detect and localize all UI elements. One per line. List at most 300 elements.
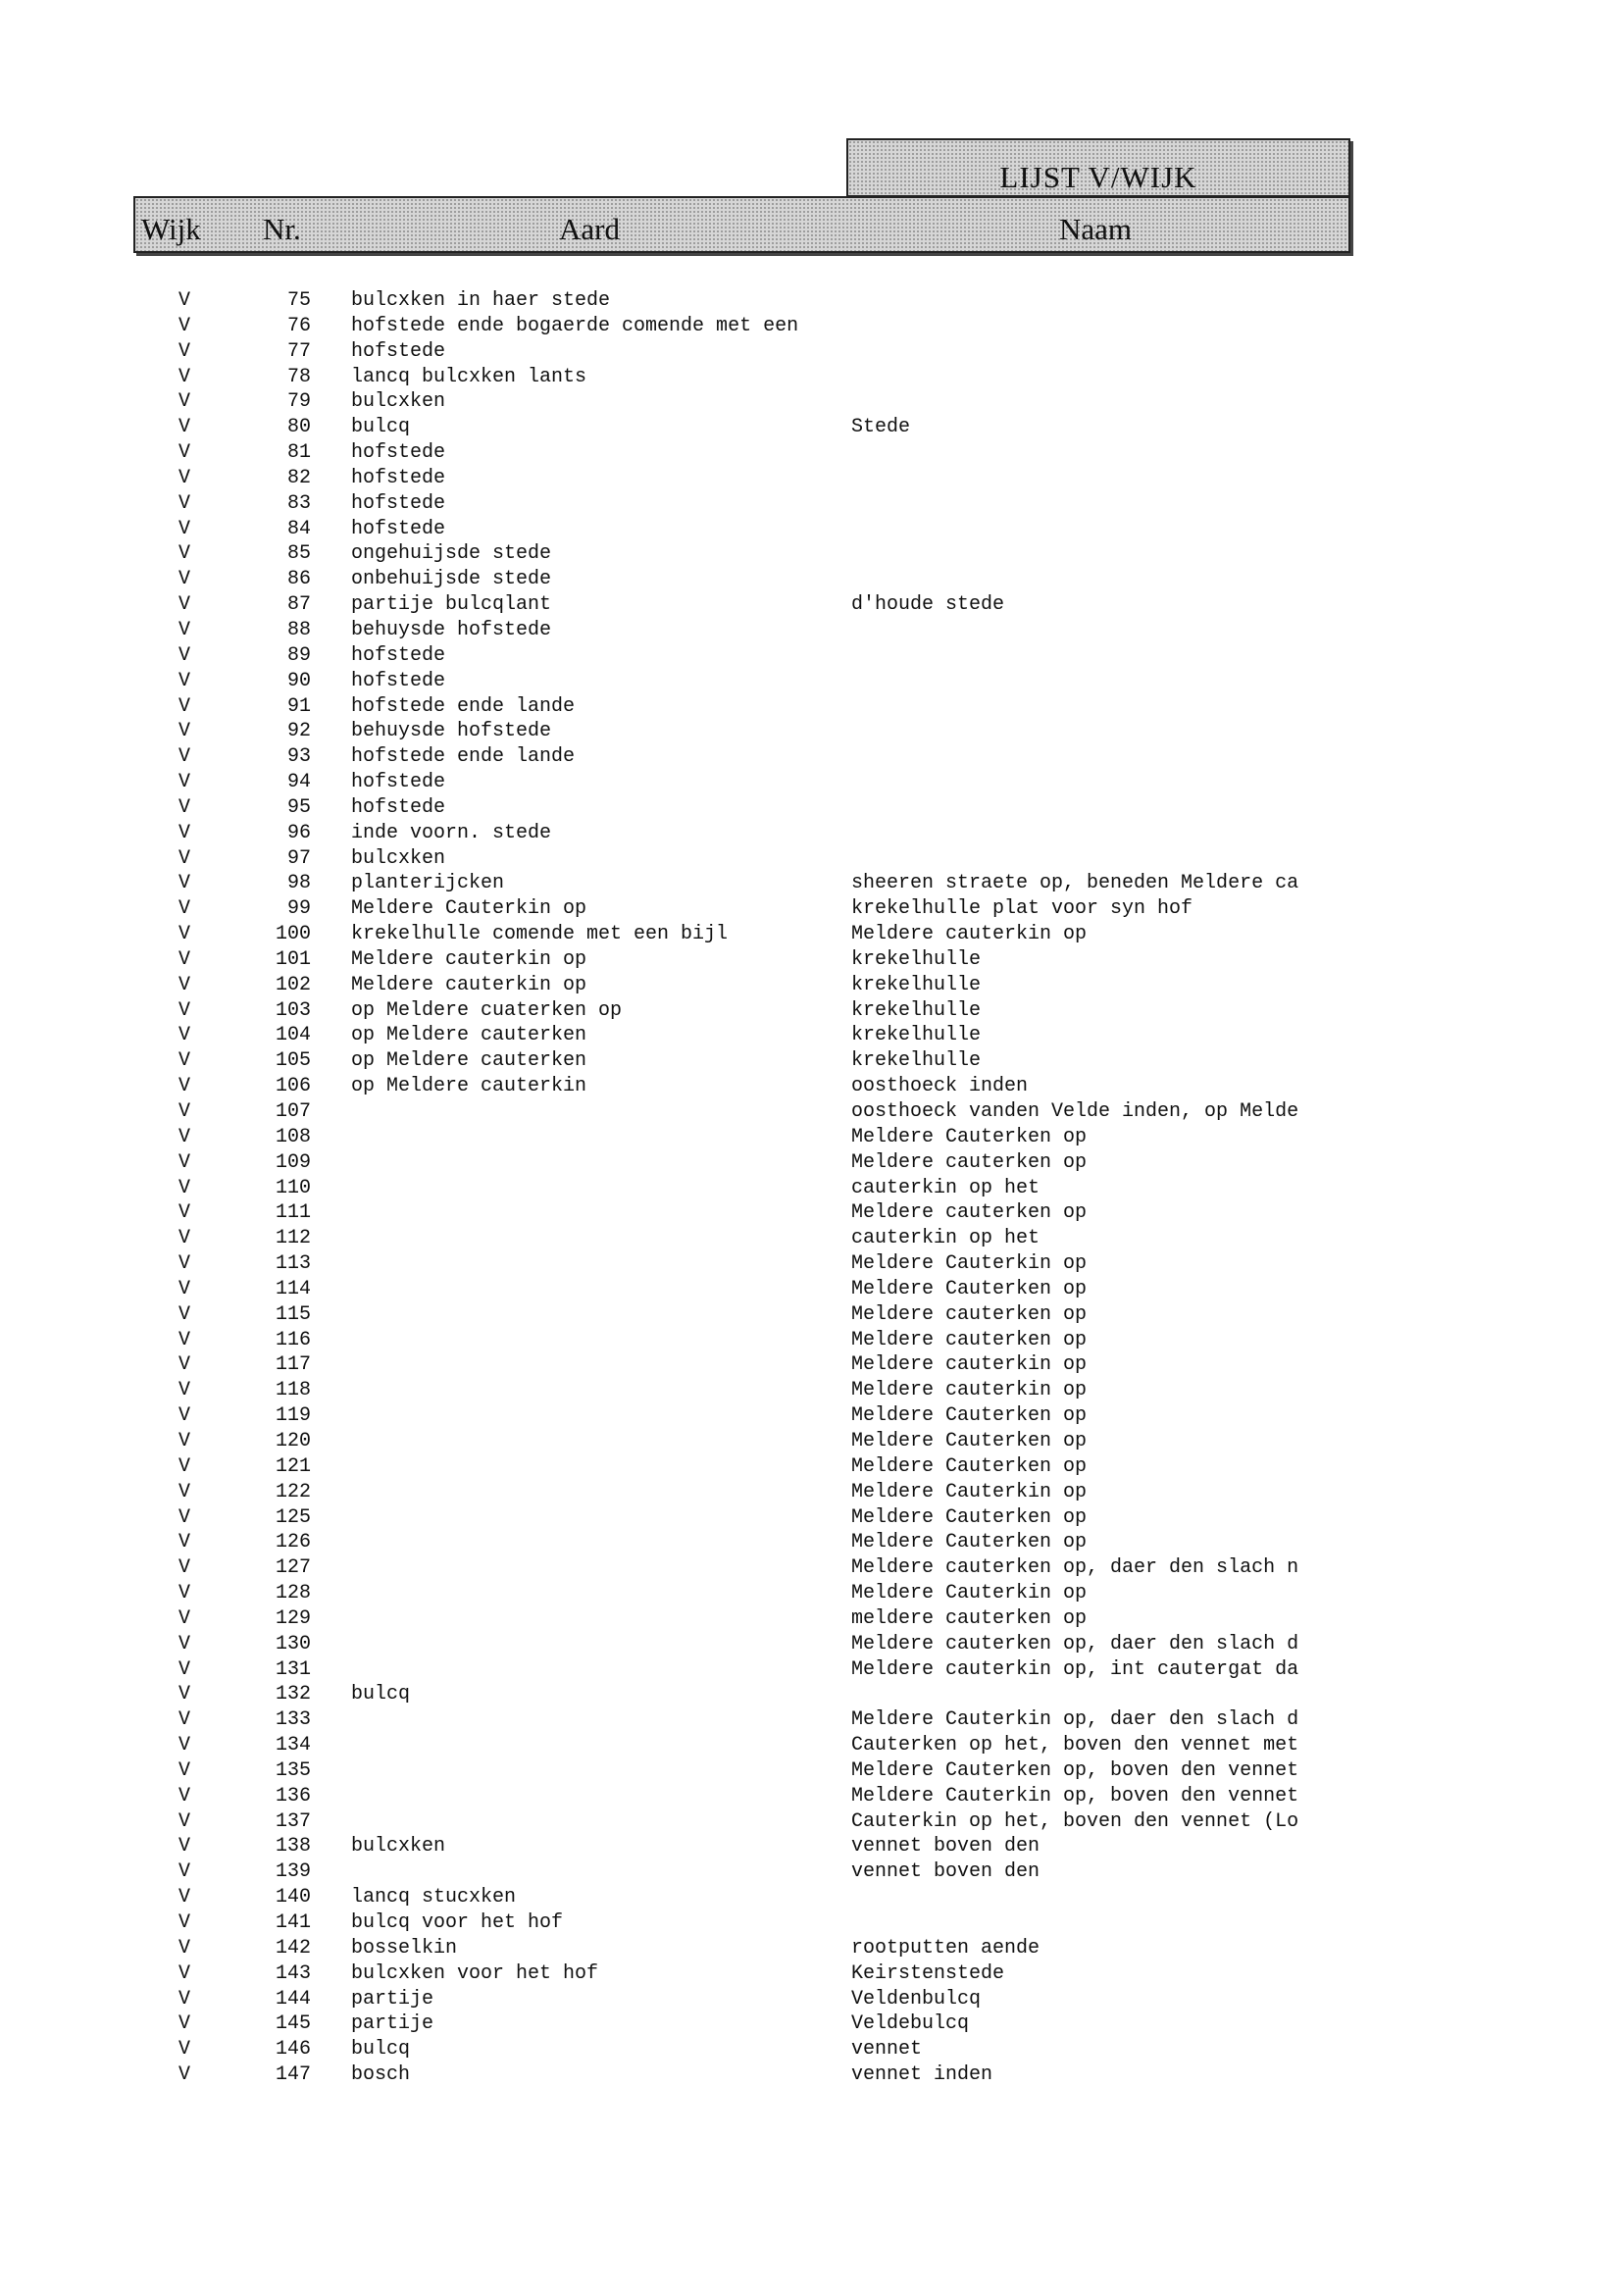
cell-nr: 130 xyxy=(275,1632,311,1655)
table-row xyxy=(0,896,1624,922)
cell-naam: Meldere Cauterken op xyxy=(851,1454,1088,1478)
table-row xyxy=(0,1328,1624,1353)
cell-aard: hofstede ende bogaerde comende met een xyxy=(351,314,799,337)
cell-wijk: V xyxy=(178,593,191,617)
cell-wijk: V xyxy=(178,1556,191,1580)
cell-nr: 81 xyxy=(286,441,311,465)
cell-wijk: V xyxy=(178,314,191,337)
cell-nr: 128 xyxy=(275,1582,311,1605)
cell-aard: Meldere cauterkin op xyxy=(351,947,587,971)
table-row xyxy=(0,1125,1624,1150)
table-row xyxy=(0,1707,1624,1733)
table-row xyxy=(0,1099,1624,1125)
cell-naam: Meldere Cauterken op, boven den vennet xyxy=(851,1758,1299,1782)
cell-aard: op Meldere cauterken xyxy=(351,1049,587,1073)
cell-naam: meldere cauterken op xyxy=(851,1606,1088,1630)
cell-aard: bulcq xyxy=(351,416,411,439)
cell-aard: hofstede ende lande xyxy=(351,694,576,718)
cell-nr: 108 xyxy=(275,1125,311,1148)
table-row xyxy=(0,1859,1624,1885)
cell-naam: cauterkin op het xyxy=(851,1176,1040,1199)
cell-wijk: V xyxy=(178,1809,191,1833)
table-row xyxy=(0,1606,1624,1632)
cell-aard: bosch xyxy=(351,2063,411,2087)
table-row xyxy=(0,541,1624,567)
cell-naam: Meldere cauterkin op xyxy=(851,923,1088,946)
table-row xyxy=(0,466,1624,491)
cell-naam: sheeren straete op, beneden Meldere ca xyxy=(851,872,1299,895)
cell-nr: 84 xyxy=(286,517,311,540)
table-row xyxy=(0,1048,1624,1074)
cell-nr: 132 xyxy=(275,1683,311,1706)
cell-naam: krekelhulle xyxy=(851,947,982,971)
table-row xyxy=(0,947,1624,973)
table-row xyxy=(0,1505,1624,1531)
cell-nr: 127 xyxy=(275,1556,311,1580)
table-row xyxy=(0,1480,1624,1505)
cell-naam: Meldere Cauterken op xyxy=(851,1505,1088,1529)
cell-wijk: V xyxy=(178,745,191,769)
cell-aard: hofstede xyxy=(351,771,446,794)
cell-nr: 89 xyxy=(286,643,311,667)
cell-wijk: V xyxy=(178,1075,191,1098)
cell-wijk: V xyxy=(178,491,191,515)
cell-aard: bulcxken xyxy=(351,1835,446,1858)
cell-nr: 94 xyxy=(286,771,311,794)
cell-wijk: V xyxy=(178,897,191,921)
table-row xyxy=(0,643,1624,669)
table-row xyxy=(0,2037,1624,2062)
cell-wijk: V xyxy=(178,2038,191,2062)
cell-nr: 143 xyxy=(275,1961,311,1985)
cell-nr: 91 xyxy=(286,694,311,718)
table-row xyxy=(0,998,1624,1024)
cell-naam: Meldere Cauterken op xyxy=(851,1429,1088,1452)
cell-wijk: V xyxy=(178,1277,191,1300)
cell-nr: 105 xyxy=(275,1049,311,1073)
cell-naam: Meldere Cauterken op xyxy=(851,1125,1088,1148)
cell-nr: 137 xyxy=(275,1809,311,1833)
cell-wijk: V xyxy=(178,1911,191,1934)
cell-nr: 75 xyxy=(286,289,311,312)
table-row xyxy=(0,973,1624,998)
cell-wijk: V xyxy=(178,872,191,895)
cell-naam: Meldere Cauterken op xyxy=(851,1404,1088,1428)
cell-nr: 121 xyxy=(275,1454,311,1478)
cell-nr: 129 xyxy=(275,1606,311,1630)
cell-naam: Stede xyxy=(851,416,911,439)
cell-aard: op Meldere cauterken xyxy=(351,1024,587,1047)
table-row xyxy=(0,1910,1624,1936)
table-row xyxy=(0,821,1624,846)
cell-wijk: V xyxy=(178,771,191,794)
cell-wijk: V xyxy=(178,618,191,641)
cell-wijk: V xyxy=(178,1886,191,1909)
cell-wijk: V xyxy=(178,517,191,540)
cell-aard: hofstede xyxy=(351,643,446,667)
cell-nr: 134 xyxy=(275,1734,311,1757)
record-table xyxy=(0,288,1624,2088)
cell-aard: hofstede xyxy=(351,517,446,540)
column-header-bar xyxy=(133,196,1350,253)
cell-aard: ongehuijsde stede xyxy=(351,542,552,566)
header-aard: Aard xyxy=(559,212,620,246)
cell-nr: 142 xyxy=(275,1936,311,1960)
cell-naam: Meldere cauterkin op xyxy=(851,1353,1088,1377)
table-row xyxy=(0,1961,1624,1987)
cell-aard: bulcq voor het hof xyxy=(351,1911,564,1934)
cell-naam: Meldere Cauterkin op xyxy=(851,1252,1088,1276)
cell-nr: 135 xyxy=(275,1758,311,1782)
table-row xyxy=(0,1378,1624,1403)
cell-naam: cauterkin op het xyxy=(851,1227,1040,1250)
cell-nr: 146 xyxy=(275,2038,311,2062)
cell-naam: vennet boven den xyxy=(851,1835,1040,1858)
table-row xyxy=(0,1682,1624,1707)
cell-naam: Meldere cauterken op, daer den slach n xyxy=(851,1556,1299,1580)
table-row xyxy=(0,770,1624,795)
cell-nr: 107 xyxy=(275,1100,311,1123)
cell-nr: 120 xyxy=(275,1429,311,1452)
table-row xyxy=(0,440,1624,466)
cell-nr: 79 xyxy=(286,390,311,414)
cell-aard: bosselkin xyxy=(351,1936,458,1960)
cell-wijk: V xyxy=(178,339,191,363)
cell-naam: Meldere cauterken op xyxy=(851,1150,1088,1174)
cell-wijk: V xyxy=(178,542,191,566)
cell-wijk: V xyxy=(178,1024,191,1047)
table-row xyxy=(0,1023,1624,1048)
table-row xyxy=(0,2062,1624,2088)
cell-wijk: V xyxy=(178,1758,191,1782)
cell-nr: 138 xyxy=(275,1835,311,1858)
cell-wijk: V xyxy=(178,1201,191,1225)
cell-wijk: V xyxy=(178,390,191,414)
cell-naam: Keirstenstede xyxy=(851,1961,1005,1985)
table-row xyxy=(0,1733,1624,1758)
cell-aard: partije xyxy=(351,1987,434,2011)
cell-nr: 106 xyxy=(275,1075,311,1098)
cell-nr: 102 xyxy=(275,973,311,996)
cell-naam: Meldere Cauterkin op, daer den slach d xyxy=(851,1708,1299,1732)
cell-nr: 147 xyxy=(275,2063,311,2087)
table-row xyxy=(0,618,1624,643)
table-row xyxy=(0,922,1624,947)
cell-naam: Meldere cauterken op xyxy=(851,1328,1088,1351)
cell-nr: 117 xyxy=(275,1353,311,1377)
cell-nr: 83 xyxy=(286,491,311,515)
cell-nr: 131 xyxy=(275,1657,311,1681)
table-row xyxy=(0,1251,1624,1277)
cell-aard: bulcxken xyxy=(351,846,446,870)
cell-wijk: V xyxy=(178,720,191,743)
cell-aard: hofstede xyxy=(351,669,446,692)
cell-wijk: V xyxy=(178,1480,191,1503)
cell-nr: 96 xyxy=(286,821,311,844)
cell-wijk: V xyxy=(178,1632,191,1655)
cell-nr: 80 xyxy=(286,416,311,439)
cell-naam: Cauterkin op het, boven den vennet (Lo xyxy=(851,1809,1299,1833)
cell-nr: 98 xyxy=(286,872,311,895)
cell-nr: 110 xyxy=(275,1176,311,1199)
table-row xyxy=(0,1403,1624,1429)
cell-nr: 90 xyxy=(286,669,311,692)
table-row xyxy=(0,1277,1624,1302)
table-row xyxy=(0,1530,1624,1555)
cell-aard: hofstede xyxy=(351,441,446,465)
table-row xyxy=(0,795,1624,821)
cell-wijk: V xyxy=(178,441,191,465)
cell-aard: bulcq xyxy=(351,2038,411,2062)
cell-wijk: V xyxy=(178,289,191,312)
cell-naam: Meldere Cauterkin op xyxy=(851,1582,1088,1605)
cell-wijk: V xyxy=(178,1100,191,1123)
table-row xyxy=(0,491,1624,517)
cell-nr: 140 xyxy=(275,1886,311,1909)
cell-wijk: V xyxy=(178,1049,191,1073)
cell-nr: 141 xyxy=(275,1911,311,1934)
table-row xyxy=(0,592,1624,618)
cell-nr: 88 xyxy=(286,618,311,641)
cell-wijk: V xyxy=(178,1860,191,1884)
table-row xyxy=(0,1302,1624,1328)
cell-nr: 85 xyxy=(286,542,311,566)
cell-wijk: V xyxy=(178,694,191,718)
cell-wijk: V xyxy=(178,365,191,388)
cell-wijk: V xyxy=(178,1606,191,1630)
table-row xyxy=(0,871,1624,896)
table-row xyxy=(0,1074,1624,1099)
table-row xyxy=(0,517,1624,542)
cell-aard: onbehuijsde stede xyxy=(351,568,552,591)
header-wijk: Wijk xyxy=(141,212,201,246)
cell-wijk: V xyxy=(178,973,191,996)
cell-naam: krekelhulle xyxy=(851,973,982,996)
table-row xyxy=(0,1176,1624,1201)
cell-nr: 112 xyxy=(275,1227,311,1250)
table-row xyxy=(0,1632,1624,1657)
table-row xyxy=(0,1834,1624,1859)
cell-nr: 122 xyxy=(275,1480,311,1503)
cell-aard: partije bulcqlant xyxy=(351,593,552,617)
cell-nr: 133 xyxy=(275,1708,311,1732)
table-row xyxy=(0,389,1624,415)
cell-nr: 113 xyxy=(275,1252,311,1276)
table-row xyxy=(0,1200,1624,1226)
cell-aard: hofstede xyxy=(351,795,446,819)
cell-wijk: V xyxy=(178,1328,191,1351)
cell-nr: 97 xyxy=(286,846,311,870)
table-row xyxy=(0,1555,1624,1581)
cell-nr: 144 xyxy=(275,1987,311,2011)
cell-wijk: V xyxy=(178,1252,191,1276)
table-row xyxy=(0,1454,1624,1480)
cell-wijk: V xyxy=(178,416,191,439)
cell-aard: planterijcken xyxy=(351,872,505,895)
header-nr: Nr. xyxy=(263,212,301,246)
table-row xyxy=(0,2011,1624,2037)
cell-naam: Meldere Cauterkin op xyxy=(851,1480,1088,1503)
cell-wijk: V xyxy=(178,1379,191,1402)
cell-wijk: V xyxy=(178,1657,191,1681)
cell-wijk: V xyxy=(178,1531,191,1554)
cell-nr: 136 xyxy=(275,1784,311,1807)
cell-naam: rootputten aende xyxy=(851,1936,1040,1960)
cell-wijk: V xyxy=(178,1176,191,1199)
cell-wijk: V xyxy=(178,1582,191,1605)
cell-wijk: V xyxy=(178,1353,191,1377)
cell-aard: op Meldere cauterkin xyxy=(351,1075,587,1098)
cell-nr: 103 xyxy=(275,998,311,1022)
table-row xyxy=(0,288,1624,314)
cell-wijk: V xyxy=(178,821,191,844)
cell-naam: d'houde stede xyxy=(851,593,1005,617)
cell-nr: 111 xyxy=(275,1201,311,1225)
cell-nr: 99 xyxy=(286,897,311,921)
cell-wijk: V xyxy=(178,2012,191,2036)
table-row xyxy=(0,1784,1624,1809)
table-row xyxy=(0,567,1624,592)
cell-nr: 87 xyxy=(286,593,311,617)
table-row xyxy=(0,1581,1624,1606)
table-row xyxy=(0,669,1624,694)
header-naam: Naam xyxy=(1059,212,1133,246)
table-row xyxy=(0,365,1624,390)
table-row xyxy=(0,415,1624,440)
cell-naam: Veldenbulcq xyxy=(851,1987,982,2011)
cell-wijk: V xyxy=(178,2063,191,2087)
table-row xyxy=(0,1226,1624,1251)
cell-wijk: V xyxy=(178,846,191,870)
cell-aard: partije xyxy=(351,2012,434,2036)
cell-wijk: V xyxy=(178,1936,191,1960)
cell-aard: bulcxken in haer stede xyxy=(351,289,611,312)
cell-nr: 126 xyxy=(275,1531,311,1554)
cell-nr: 125 xyxy=(275,1505,311,1529)
cell-aard: hofstede xyxy=(351,491,446,515)
cell-wijk: V xyxy=(178,1505,191,1529)
table-row xyxy=(0,1936,1624,1961)
cell-naam: oosthoeck vanden Velde inden, op Melde xyxy=(851,1100,1299,1123)
cell-nr: 76 xyxy=(286,314,311,337)
table-row xyxy=(0,314,1624,339)
cell-aard: bulcxken xyxy=(351,390,446,414)
cell-aard: op Meldere cuaterken op xyxy=(351,998,623,1022)
cell-aard: hofstede ende lande xyxy=(351,745,576,769)
cell-wijk: V xyxy=(178,1227,191,1250)
cell-wijk: V xyxy=(178,1987,191,2011)
cell-aard: inde voorn. stede xyxy=(351,821,552,844)
cell-wijk: V xyxy=(178,998,191,1022)
cell-naam: Meldere cauterkin op xyxy=(851,1379,1088,1402)
cell-aard: bulcxken voor het hof xyxy=(351,1961,599,1985)
cell-wijk: V xyxy=(178,1454,191,1478)
cell-wijk: V xyxy=(178,1404,191,1428)
table-row xyxy=(0,1758,1624,1784)
cell-nr: 145 xyxy=(275,2012,311,2036)
cell-aard: lancq bulcxken lants xyxy=(351,365,587,388)
cell-nr: 82 xyxy=(286,466,311,489)
table-row xyxy=(0,339,1624,365)
cell-aard: behuysde hofstede xyxy=(351,720,552,743)
cell-wijk: V xyxy=(178,1429,191,1452)
cell-aard: behuysde hofstede xyxy=(351,618,552,641)
cell-nr: 86 xyxy=(286,568,311,591)
cell-wijk: V xyxy=(178,1150,191,1174)
cell-wijk: V xyxy=(178,1302,191,1326)
table-row xyxy=(0,1150,1624,1176)
cell-aard: krekelhulle comende met een bijl xyxy=(351,923,729,946)
cell-naam: vennet xyxy=(851,2038,923,2062)
cell-wijk: V xyxy=(178,466,191,489)
list-title: LIJST V/WIJK xyxy=(999,160,1197,194)
cell-nr: 119 xyxy=(275,1404,311,1428)
cell-wijk: V xyxy=(178,669,191,692)
table-row xyxy=(0,694,1624,720)
cell-aard: lancq stucxken xyxy=(351,1886,517,1909)
table-row xyxy=(0,1885,1624,1910)
cell-wijk: V xyxy=(178,1784,191,1807)
cell-naam: Meldere cauterken op xyxy=(851,1201,1088,1225)
cell-nr: 115 xyxy=(275,1302,311,1326)
table-row xyxy=(0,846,1624,872)
table-row xyxy=(0,1657,1624,1683)
cell-aard: bulcq xyxy=(351,1683,411,1706)
cell-naam: krekelhulle xyxy=(851,1049,982,1073)
cell-wijk: V xyxy=(178,1708,191,1732)
cell-naam: Meldere Cauterken op xyxy=(851,1277,1088,1300)
cell-wijk: V xyxy=(178,568,191,591)
cell-naam: Meldere cauterkin op, int cautergat da xyxy=(851,1657,1299,1681)
cell-wijk: V xyxy=(178,1734,191,1757)
cell-nr: 95 xyxy=(286,795,311,819)
cell-nr: 116 xyxy=(275,1328,311,1351)
cell-nr: 77 xyxy=(286,339,311,363)
cell-nr: 92 xyxy=(286,720,311,743)
cell-nr: 118 xyxy=(275,1379,311,1402)
cell-aard: hofstede xyxy=(351,466,446,489)
cell-naam: krekelhulle xyxy=(851,998,982,1022)
table-row xyxy=(0,1352,1624,1378)
table-row xyxy=(0,744,1624,770)
cell-nr: 109 xyxy=(275,1150,311,1174)
cell-nr: 114 xyxy=(275,1277,311,1300)
cell-naam: vennet boven den xyxy=(851,1860,1040,1884)
cell-nr: 100 xyxy=(275,923,311,946)
cell-naam: krekelhulle plat voor syn hof xyxy=(851,897,1193,921)
cell-wijk: V xyxy=(178,795,191,819)
list-title-box xyxy=(846,138,1350,197)
cell-naam: krekelhulle xyxy=(851,1024,982,1047)
cell-naam: Meldere cauterken op, daer den slach d xyxy=(851,1632,1299,1655)
cell-naam: oosthoeck inden xyxy=(851,1075,1029,1098)
table-row xyxy=(0,1809,1624,1835)
cell-nr: 78 xyxy=(286,365,311,388)
cell-nr: 104 xyxy=(275,1024,311,1047)
cell-wijk: V xyxy=(178,1125,191,1148)
cell-aard: hofstede xyxy=(351,339,446,363)
cell-aard: Meldere Cauterkin op xyxy=(351,897,587,921)
cell-wijk: V xyxy=(178,1961,191,1985)
table-row xyxy=(0,1987,1624,2012)
cell-naam: Meldere cauterken op xyxy=(851,1302,1088,1326)
cell-naam: vennet inden xyxy=(851,2063,993,2087)
cell-wijk: V xyxy=(178,643,191,667)
cell-aard: Meldere cauterkin op xyxy=(351,973,587,996)
cell-nr: 139 xyxy=(275,1860,311,1884)
cell-wijk: V xyxy=(178,1683,191,1706)
cell-naam: Cauterken op het, boven den vennet met xyxy=(851,1734,1299,1757)
